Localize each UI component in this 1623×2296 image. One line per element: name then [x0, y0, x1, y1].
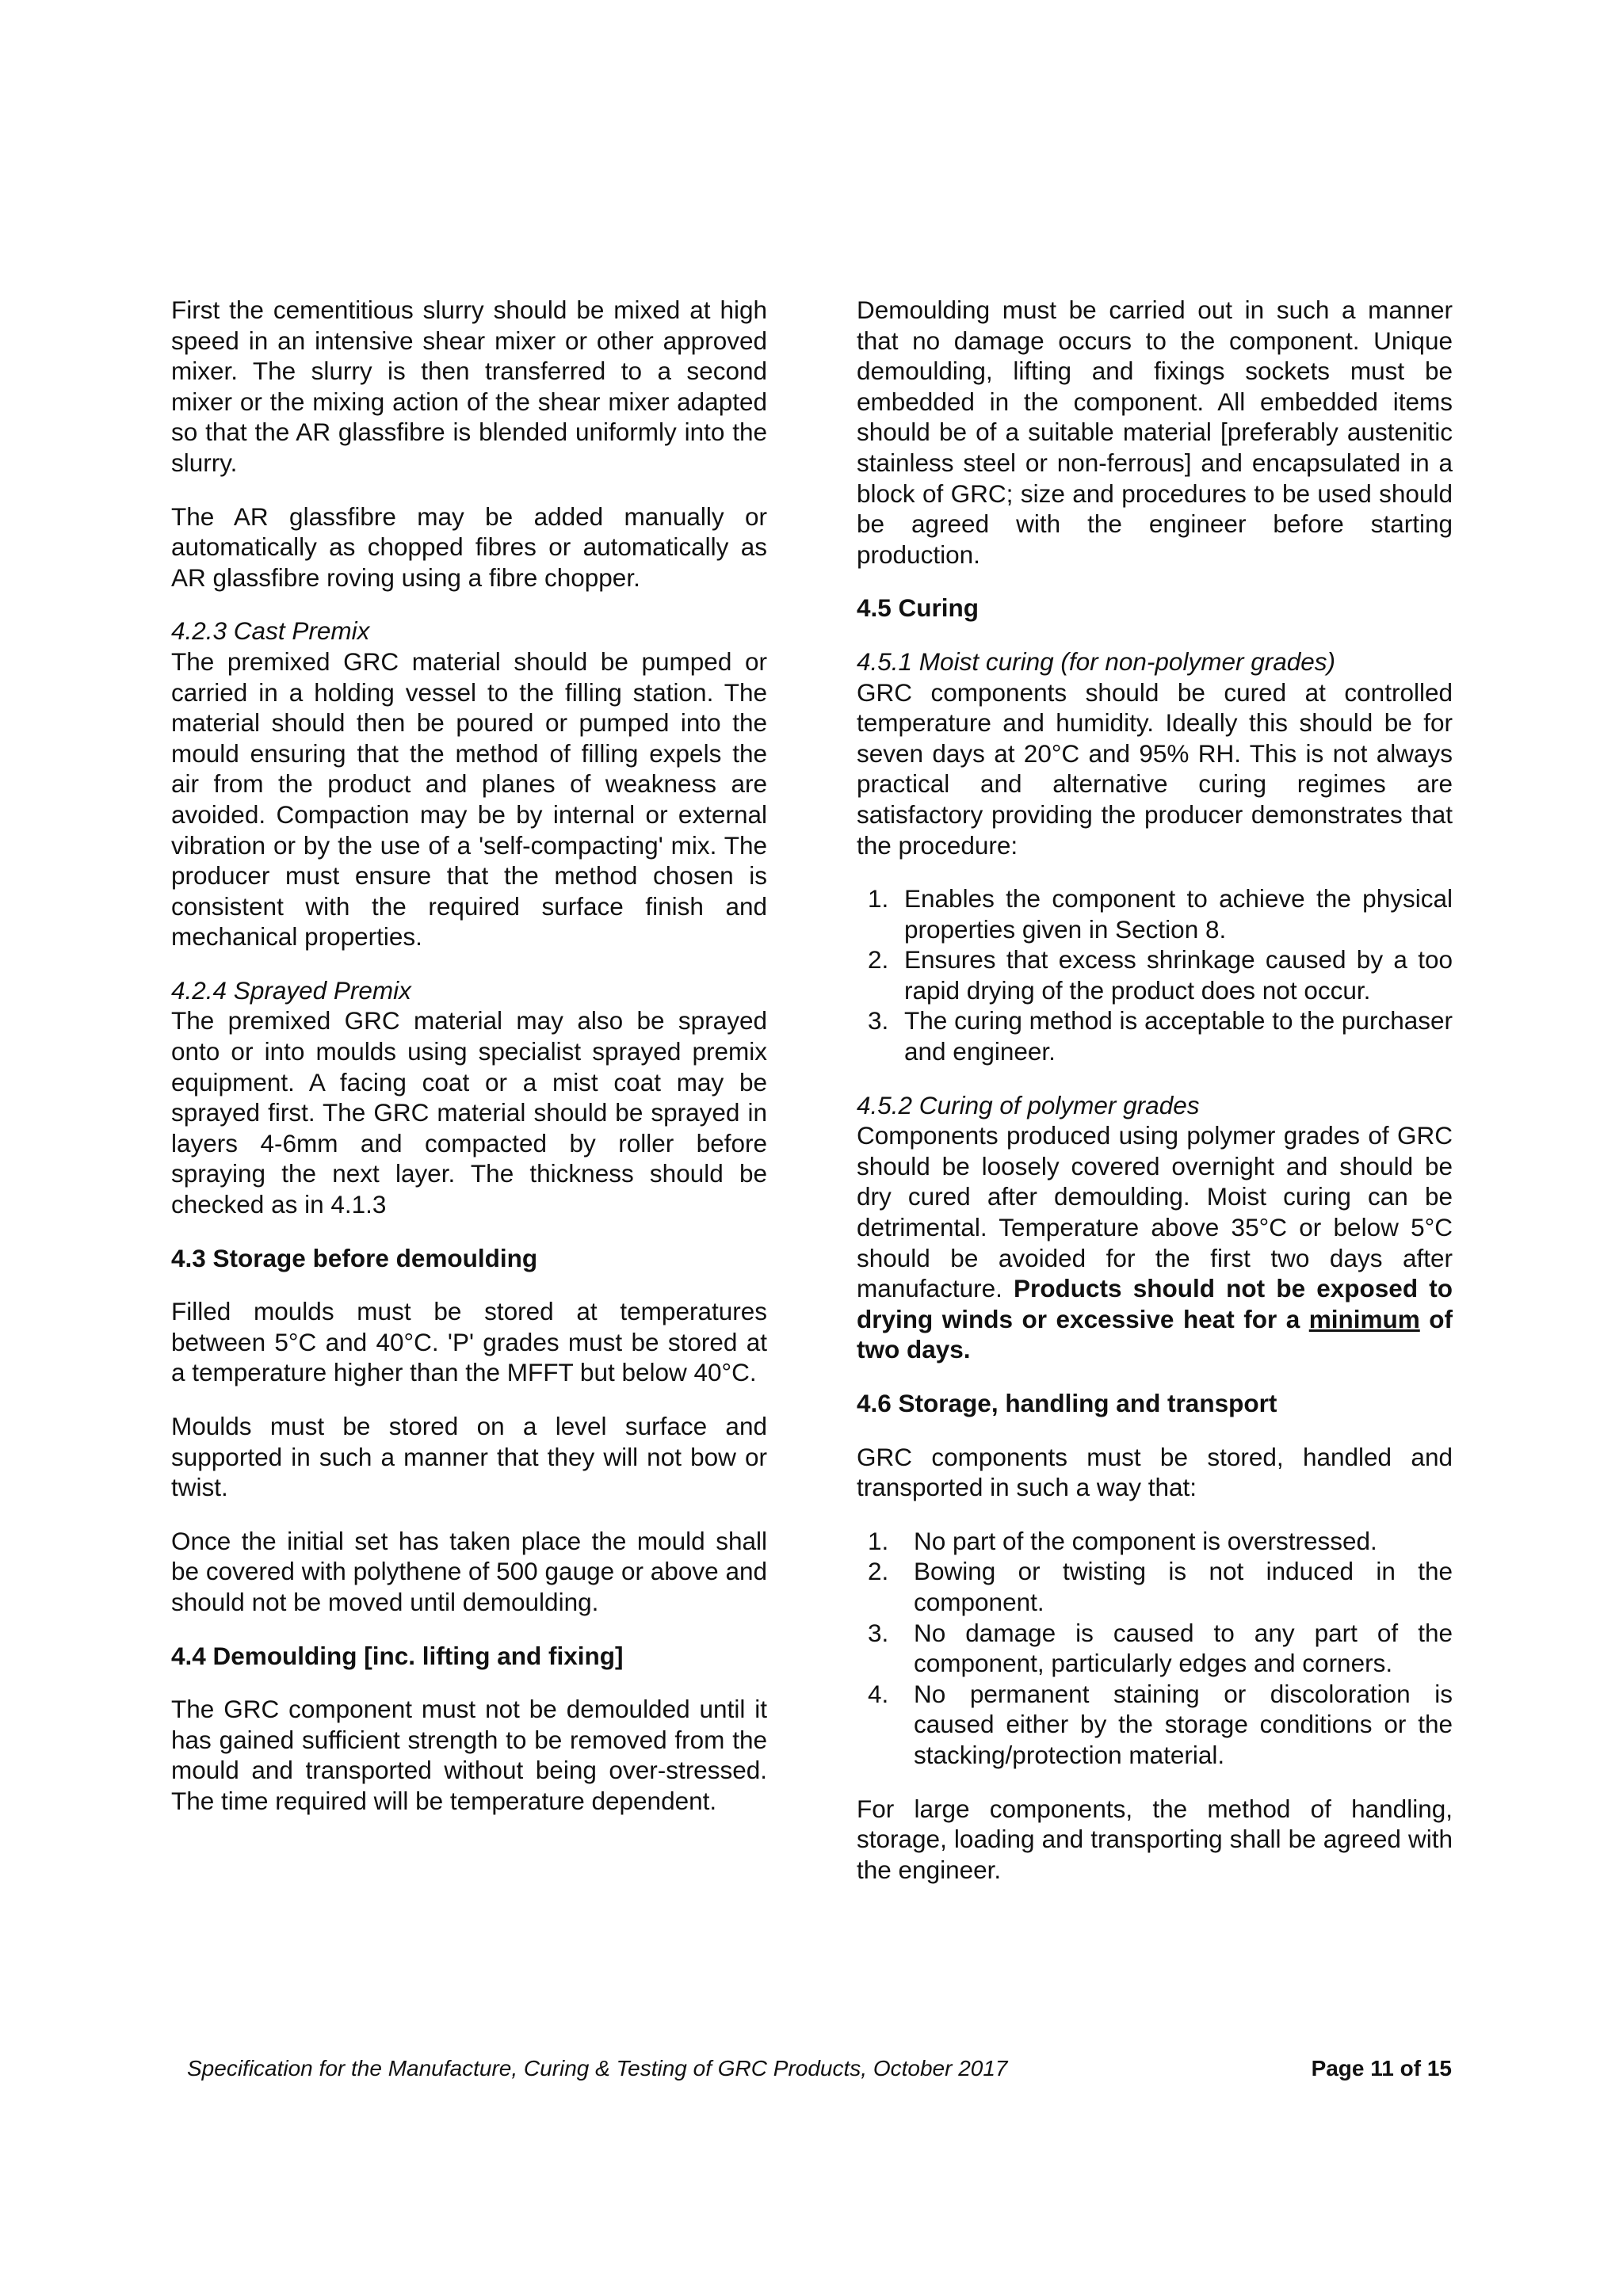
paragraph-mould-level-surface: Moulds must be stored on a level surface and supported in such a manner that they will not bow or twist.: [171, 1412, 767, 1502]
section-4-2-4: [171, 975, 767, 1220]
right-column: [857, 295, 1453, 1885]
warning-emphasis: minimum: [1308, 1304, 1420, 1333]
storage-requirements-list: [857, 1526, 1453, 1771]
cast-premix-text: The premixed GRC material should be pumped or carried in a holding vessel to the filling station. The material should then be poured or pumped into the mould ensuring that the method of filling expels the air from the product and planes of weakness are avoided. Compaction may be by internal or external vibration or by the use of a 'self-compacting' mix. The producer must ensure that the method chosen is consistent with the required surface finish and mechanical properties.: [171, 646, 767, 952]
section-4-5-2: [857, 1090, 1453, 1365]
subheading-cast-premix: 4.2.3 Cast Premix: [171, 616, 370, 646]
paragraph-demoulding-manner: Demoulding must be carried out in such a manner that no damage occurs to the component. Unique demoulding, lifting and fixings sockets must be embedded in the component. All embedded items should be of a suitable material [preferably austenitic stainless steel or non-ferrous] and encapsulated in a block of GRC; size and procedures to be used should be agreed with the engineer before starting production.: [857, 296, 1453, 569]
list-item: [857, 1618, 1453, 1679]
left-column: [171, 295, 767, 1817]
moist-curing-text: GRC components should be cured at controlled temperature and humidity. Ideally this should be for seven days at 20°C and 95% RH. This is not always practical and alternative curing regimes are satisfactory providing the producer demonstrates that the procedure:: [857, 677, 1453, 860]
polymer-curing-text: Components produced using polymer grades of GRC should be loosely covered overnight and should be dry cured after demoulding. Moist curing can be detrimental. Temperature above 35°C or below 5°C should be avoided for the first two days after manufacture.: [857, 1121, 1453, 1303]
list-number: 4.: [868, 1679, 889, 1708]
paragraph-polythene-cover: Once the initial set has taken place the mould shall be covered with polythene of 500 gauge or above and should not be moved until demoulding.: [171, 1526, 767, 1616]
list-item: [857, 1679, 1453, 1771]
list-number: 3.: [868, 1618, 889, 1647]
list-item-text: Bowing or twisting is not induced in the component.: [914, 1557, 1453, 1616]
list-item-text: No damage is caused to any part of the component, particularly edges and corners.: [914, 1618, 1453, 1678]
list-item: [857, 1005, 1453, 1066]
warning-text-start: Products should not be exposed to drying winds or excessive heat for a: [857, 1274, 1453, 1333]
list-number: 1.: [868, 1526, 889, 1555]
paragraph-glassfibre-addition: The AR glassfibre may be added manually or automatically as chopped fibres or automatically as AR glassfibre roving using a fibre chopper.: [171, 502, 767, 592]
list-item: [857, 1556, 1453, 1617]
section-4-2-3: [171, 616, 767, 952]
list-item-text: Enables the component to achieve the physical properties given in Section 8.: [904, 884, 1453, 944]
curing-procedure-list: [857, 883, 1453, 1067]
list-item-text: No permanent staining or discoloration is caused either by the storage conditions or the stacking/protection material.: [914, 1679, 1453, 1769]
paragraph-demoulding-strength: The GRC component must not be demoulded until it has gained sufficient strength to be removed from the mould and transported without being over-stressed. The time required will be temperature dependent.: [171, 1695, 767, 1815]
list-number: 2.: [868, 945, 889, 974]
list-item: [857, 883, 1453, 944]
list-item: [857, 944, 1453, 1005]
list-item-text: Ensures that excess shrinkage caused by a too rapid drying of the product does not occur.: [904, 945, 1453, 1005]
warning-text-end: of two days.: [857, 1304, 1453, 1364]
subheading-moist-curing: 4.5.1 Moist curing (for non-polymer grades): [857, 646, 1336, 676]
paragraph-slurry-mixing: First the cementitious slurry should be mixed at high speed in an intensive shear mixer or other approved mixer. The slurry is then transferred to a second mixer or the mixing action of the shear mixer adapted so that the AR glassfibre is blended uniformly into the slurry.: [171, 296, 767, 477]
heading-curing: 4.5 Curing: [857, 593, 980, 623]
list-item: [857, 1526, 1453, 1557]
heading-storage-before-demoulding: 4.3 Storage before demoulding: [171, 1243, 538, 1272]
list-number: 1.: [868, 884, 889, 913]
subheading-polymer-curing: 4.5.2 Curing of polymer grades: [857, 1090, 1200, 1119]
sprayed-premix-text: The premixed GRC material may also be sprayed onto or into moulds using specialist sprayed premix equipment. A facing coat or a mist coat may be sprayed first. The GRC material should be sprayed in layers 4-6mm and compacted by roller before spraying the next layer. The thickness should be checked as in 4.1.3: [171, 1006, 767, 1219]
paragraph-mould-temperatures: Filled moulds must be stored at temperatures between 5°C and 40°C. 'P' grades must be stored at a temperature higher than the MFFT but below 40°C.: [171, 1297, 767, 1387]
subheading-sprayed-premix: 4.2.4 Sprayed Premix: [171, 975, 411, 1005]
section-4-5-1: [857, 646, 1453, 860]
list-number: 2.: [868, 1557, 889, 1586]
list-number: 3.: [868, 1006, 889, 1035]
heading-demoulding: 4.4 Demoulding [inc. lifting and fixing]: [171, 1641, 624, 1670]
list-item-text: No part of the component is overstressed.: [914, 1526, 1377, 1555]
heading-storage-handling-transport: 4.6 Storage, handling and transport: [857, 1389, 1277, 1417]
paragraph-storage-requirements: GRC components must be stored, handled and transported in such a way that:: [857, 1442, 1453, 1502]
list-item-text: The curing method is acceptable to the purchaser and engineer.: [904, 1006, 1453, 1066]
footer-document-title: Specification for the Manufacture, Curing & Testing of GRC Products, October 2017: [187, 2056, 1008, 2081]
paragraph-large-components: For large components, the method of handling, storage, loading and transporting shall be agreed with the engineer.: [857, 1794, 1453, 1884]
footer-page-number: Page 11 of 15: [1311, 2056, 1452, 2081]
